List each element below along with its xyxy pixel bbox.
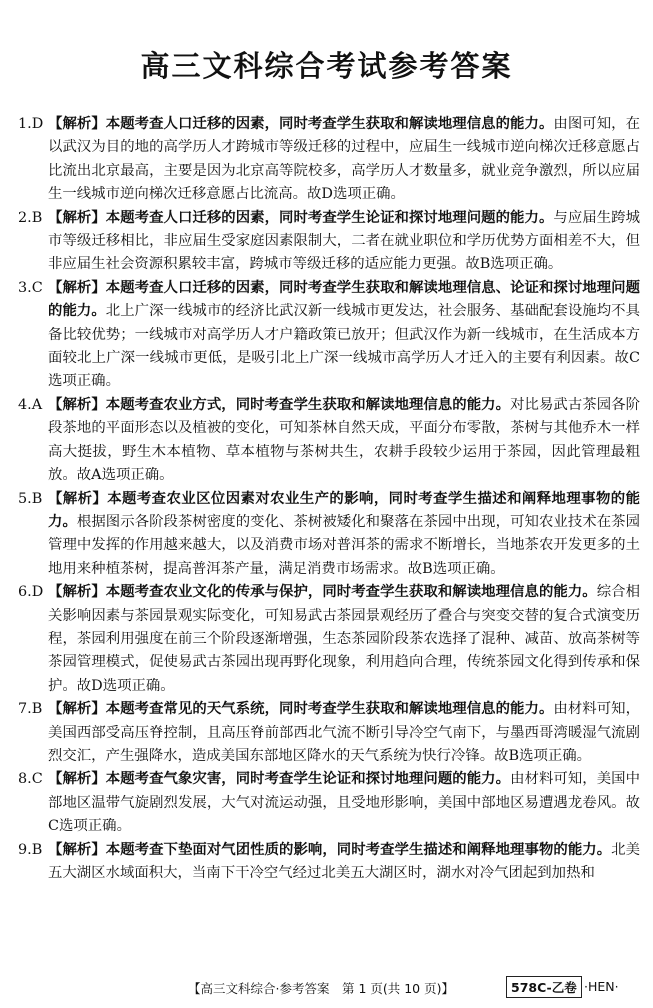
answer-text: 与应届生跨城市等级迁移相比，非应届生受家庭因素限制大，二者在就业职位和学历优势方面相差不大，但非应届生社会资源积累较丰富，跨城市等级迁移的适应能力更强。故B选项正确。: [48, 209, 640, 273]
answer-item-3: [18, 277, 640, 394]
answer-text: 由材料可知，美国中部地区温带气旋剧烈发展，大气对流运动强，且受地形影响，美国中部地区易遭遇龙卷风。故C选项正确。: [48, 771, 640, 835]
answer-number: 8.C: [18, 771, 43, 788]
answer-number: 6.D: [18, 584, 44, 601]
exam-code-box: 578C-乙卷: [506, 976, 582, 998]
analysis-tag: 【解析】: [48, 279, 106, 296]
analysis-tag: 【解析】: [48, 701, 106, 718]
answer-lead: 本题考查人口迁移的因素，同时考查学生获取和解读地理信息、论证和探讨地理问题的能力。: [48, 279, 640, 320]
answer-text: 根据图示各阶段茶树密度的变化、茶树被矮化和聚落在茶园中出现，可知农业技术在茶园管理中发挥的作用越来越大，以及消费市场对普洱茶的需求不断增长，当地茶农开发更多的土地用来种植茶树，提高普洱茶产量，满足消费市场需求。故B选项正确。: [48, 513, 640, 577]
answer-item-7: [18, 698, 640, 768]
page-title: 高三文科综合考试参考答案: [140, 49, 513, 83]
answer-number: 7.B: [18, 701, 43, 718]
analysis-tag: 【解析】: [48, 841, 106, 858]
page-footer: [0, 976, 653, 998]
answer-item-1: [18, 113, 640, 207]
analysis-tag: 【解析】: [48, 584, 106, 601]
analysis-tag: 【解析】: [48, 396, 106, 413]
answer-number: 9.B: [18, 841, 43, 858]
answer-item-9: [18, 839, 640, 886]
answer-lead: 本题考查农业区位因素对农业生产的影响，同时考查学生描述和阐释地理事物的能力。: [48, 490, 640, 530]
answer-item-8: [18, 768, 640, 838]
answer-lead: 本题考查人口迁移的因素，同时考查学生论证和探讨地理问题的能力。: [105, 209, 554, 226]
answer-text: 对比易武古茶园各阶段茶地的平面形态以及植被的变化，可知茶林自然天成，平面分布零散，茶树与其他乔木一样高大挺拔，野生木本植物、草本植物与茶树共生，农耕手段较少运用于茶园，因此管理最粗放。故A选项正确。: [48, 396, 640, 484]
answer-text: 由材料可知，美国西部受高压脊控制，且高压脊前部西北气流不断引导冷空气南下，与墨西哥湾暖湿气流剧烈交汇，产生强降水，造成美国东部地区降水的天气系统为快行冷锋。故B选项正确。: [48, 701, 640, 764]
answer-text: 由图可知，在以武汉为目的地的高学历人才跨城市等级迁移的过程中，应届生一线城市逆向梯次迁移意愿占比流出北京最高，主要是因为北京高等院校多，高学历人才数量多，就业竞争激烈，所以应届生一线城市逆向梯次迁移意愿占比流高。故D选项正确。: [48, 116, 640, 203]
answer-lead: 本题考查农业方式，同时考查学生获取和解读地理信息的能力。: [105, 396, 511, 413]
analysis-tag: 【解析】: [48, 490, 108, 507]
answer-lead: 本题考查人口迁移的因素，同时考查学生获取和解读地理信息的能力。: [105, 116, 554, 132]
region-code: ·HEN·: [584, 979, 619, 994]
answer-item-6: [18, 581, 640, 698]
answer-item-4: [18, 394, 640, 488]
answer-item-5: [18, 488, 640, 582]
answer-text: 北美五大湖区水域面积大，当南下干冷空气经过北美五大湖区时，湖水对冷气团起到加热和: [48, 841, 640, 881]
answer-lead: 本题考查农业文化的传承与保护，同时考查学生获取和解读地理信息的能力。: [105, 584, 597, 601]
analysis-tag: 【解析】: [48, 771, 106, 788]
answer-text: 北上广深一线城市的经济比武汉新一线城市更发达，社会服务、基础配套设施均不具备比较优势；一线城市对高学历人才户籍政策已放开；但武汉作为新一线城市，在生活成本方面较北上广深一线城市更低，是吸引北上广深一线城市高学历人才迁入的主要有利因素。故C选项正确。: [48, 303, 640, 390]
answer-number: 1.D: [18, 116, 44, 132]
answer-number: 3.C: [18, 279, 43, 296]
answer-lead: 本题考查下垫面对气团性质的影响，同时考查学生描述和阐释地理事物的能力。: [105, 841, 612, 858]
answer-lead: 本题考查常见的天气系统，同时考查学生获取和解读地理信息的能力。: [105, 701, 554, 718]
analysis-tag: 【解析】: [48, 116, 106, 132]
answer-number: 2.B: [18, 209, 43, 226]
answer-list: [18, 113, 640, 885]
analysis-tag: 【解析】: [48, 209, 106, 226]
answer-item-2: [18, 207, 640, 277]
footer-page-info: 【高三文科综合·参考答案 第 1 页(共 10 页)】: [188, 981, 454, 996]
answer-lead: 本题考查气象灾害，同时考查学生论证和探讨地理问题的能力。: [105, 771, 511, 788]
answer-number: 5.B: [18, 490, 43, 507]
answer-number: 4.A: [18, 396, 43, 413]
answer-text: 综合相关影响因素与茶园景观实际变化，可知易武古茶园景观经历了叠合与突变交替的复合式演变历程，茶园利用强度在前三个阶段逐渐增强，生态茶园阶段茶农选择了混种、减苗、放高茶树等茶园管理模式，促使易武古茶园出现再野化现象，利用趋向合理，传统茶园文化得到传承和保护。故D选项正确。: [48, 584, 640, 694]
